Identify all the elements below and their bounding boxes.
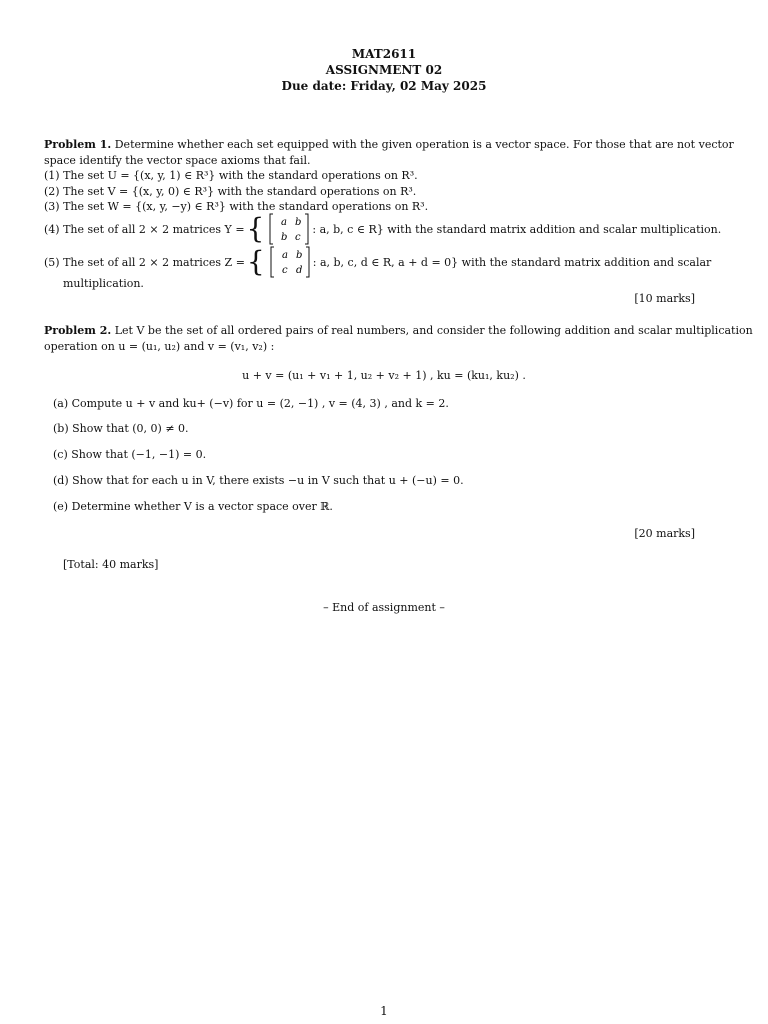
- item-5-continuation: multiplication.: [63, 277, 144, 290]
- problem-1-marks: [10 marks]: [634, 292, 695, 305]
- problem-2-marks: [20 marks]: [634, 527, 695, 540]
- matrix-entry: c: [295, 232, 301, 243]
- item-4-suffix: : a, b, c ∈ R} with the standard matrix addition and scalar multiplication.: [312, 222, 722, 236]
- matrix-entry: c: [281, 265, 288, 276]
- problem-1-item-4: [44, 212, 721, 246]
- problem-1-item: (1) The set U = {(x, y, 1) ∈ R³} with the standard operations on R³.: [44, 169, 418, 182]
- matrix-y: [268, 213, 310, 245]
- total-marks: [Total: 40 marks]: [63, 558, 159, 571]
- problem-2-equation: u + v = (u₁ + v₁ + 1, u₂ + v₂ + 1) , ku = (ku₁, ku₂) .: [242, 369, 526, 382]
- item-5-prefix: (5) The set of all 2 × 2 matrices Z =: [44, 255, 245, 269]
- matrix-entry: b: [295, 217, 302, 228]
- course-code: MAT2611: [351, 47, 417, 61]
- left-brace: {: [246, 245, 265, 278]
- problem-2-part: (a) Compute u + v and ku+ (−v) for u = (2, −1) , v = (4, 3) , and k = 2.: [53, 397, 449, 410]
- end-of-assignment: – End of assignment –: [323, 601, 445, 614]
- problem-2-part: (b) Show that (0, 0) ≠ 0.: [53, 422, 189, 435]
- matrix-entry: d: [295, 265, 303, 276]
- problem-1: [44, 137, 734, 215]
- item-4-prefix: (4) The set of all 2 × 2 matrices Y =: [44, 222, 245, 236]
- problem-2: [44, 323, 753, 354]
- item-5-suffix: : a, b, c, d ∈ R, a + d = 0} with the standard matrix addition and scalar: [312, 255, 712, 269]
- problem-2-label: Problem 2.: [44, 324, 112, 337]
- due-date: Due date: Friday, 02 May 2025: [281, 79, 487, 93]
- problem-2-intro: Let V be the set of all ordered pairs of real numbers, and consider the following addition and scalar multiplication: [114, 324, 753, 337]
- problem-1-intro-cont: space identify the vector space axioms that fail.: [44, 153, 311, 167]
- problem-1-intro: Determine whether each set equipped with the given operation is a vector space. For those that are not vector: [114, 138, 734, 151]
- matrix-entry: a: [281, 250, 288, 261]
- problem-2-part: (d) Show that for each u in V, there exists −u in V such that u + (−u) = 0.: [53, 474, 464, 487]
- left-brace: {: [246, 212, 265, 245]
- document-header: [0, 46, 768, 94]
- problem-2-part: (c) Show that (−1, −1) = 0.: [53, 448, 207, 461]
- page-number: 1: [380, 1004, 388, 1018]
- problem-1-item-5: [44, 245, 711, 279]
- problem-2-part: (e) Determine whether V is a vector space over ℝ.: [53, 500, 333, 513]
- problem-2-intro-cont: operation on u = (u₁, u₂) and v = (v₁, v₂) :: [44, 339, 275, 353]
- problem-1-item: (2) The set V = {(x, y, 0) ∈ R³} with the standard operations on R³.: [44, 184, 417, 198]
- assignment-title: ASSIGNMENT 02: [325, 63, 443, 77]
- matrix-entry: b: [295, 250, 303, 261]
- problem-1-item: (3) The set W = {(x, y, −y) ∈ R³} with the standard operations on R³.: [44, 200, 429, 213]
- matrix-entry: a: [281, 217, 288, 228]
- matrix-entry: b: [281, 232, 288, 243]
- matrix-z: [269, 246, 311, 278]
- problem-1-label: Problem 1.: [44, 138, 112, 151]
